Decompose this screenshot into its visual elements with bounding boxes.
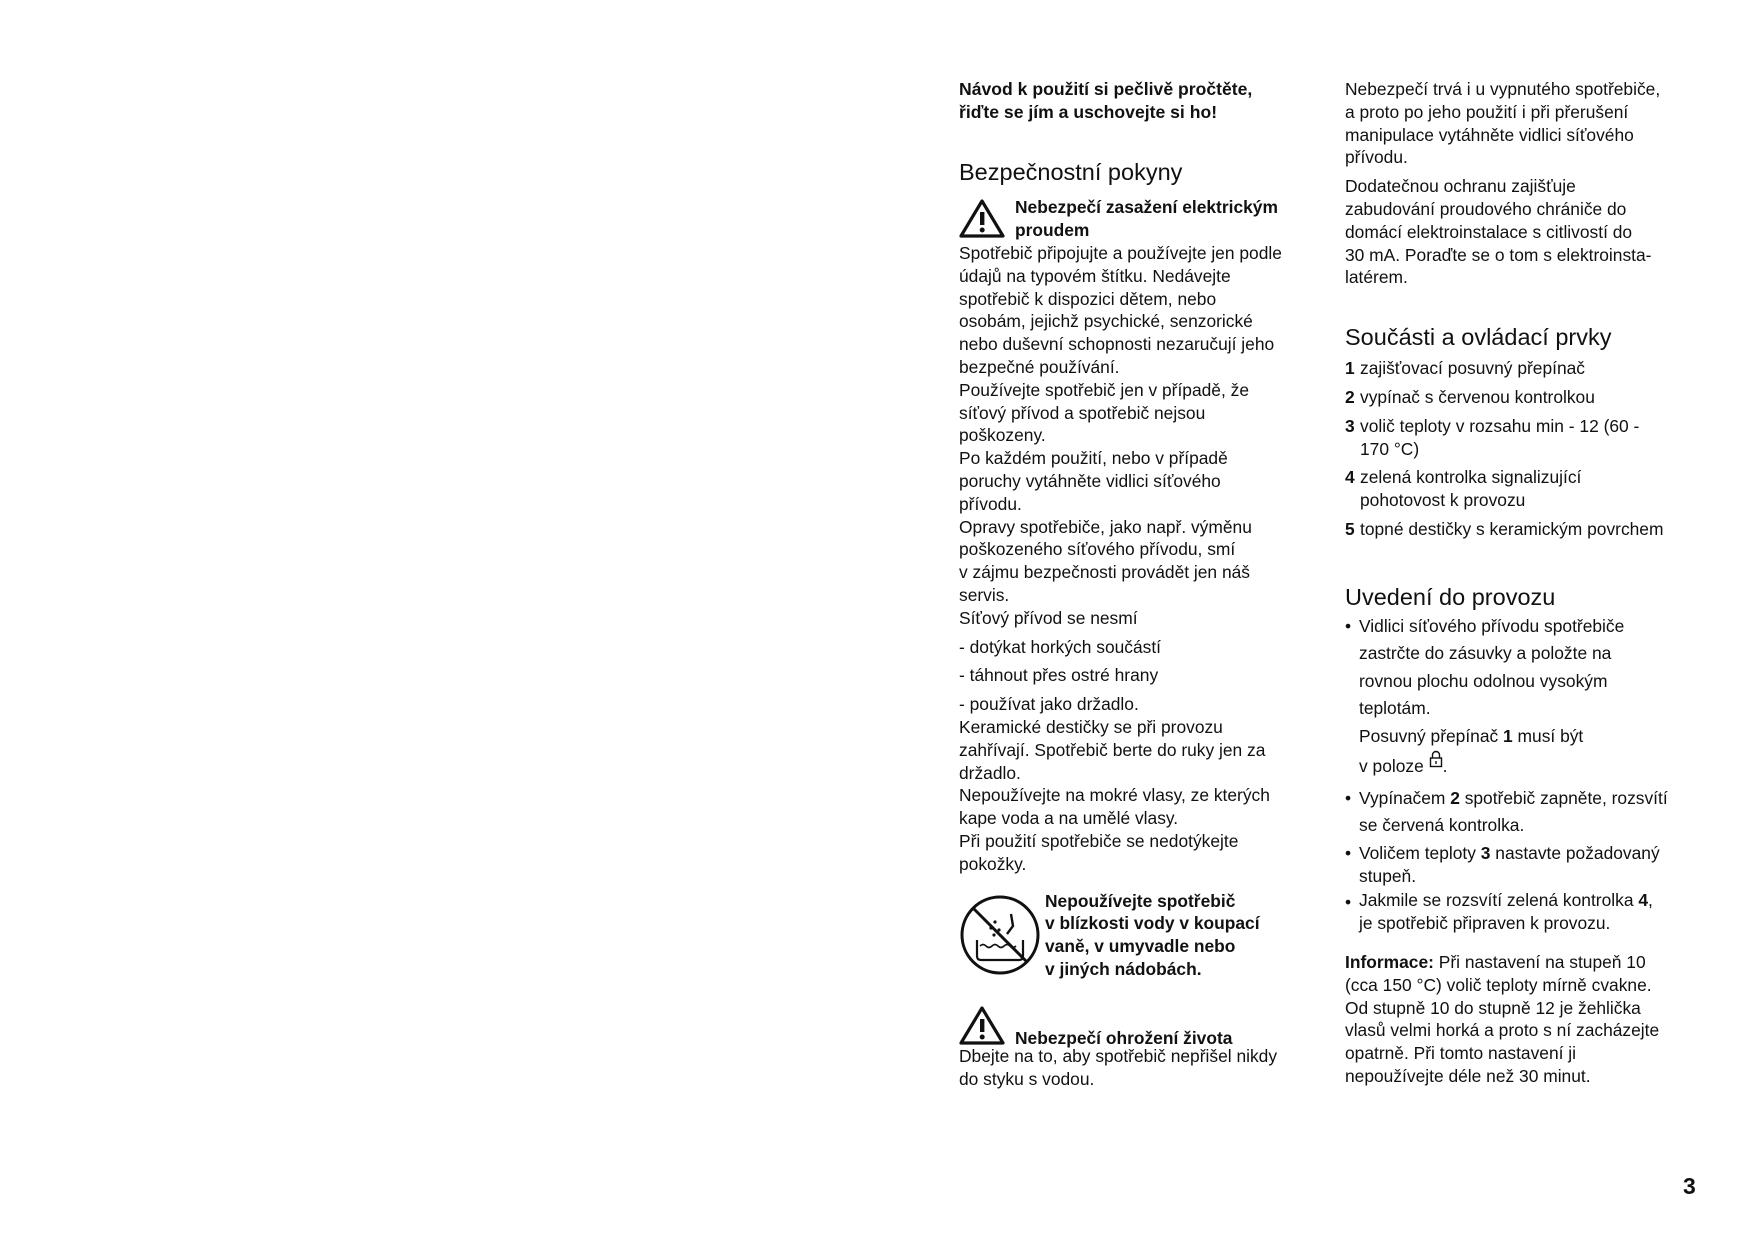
text-line: a proto po jeho použití i při přerušení [1345,101,1629,122]
text-line: poškozeny. [959,425,1046,446]
bullet-dot: • [1345,615,1352,636]
text-line: servis. [959,584,1010,605]
text-line: Po každém použití, nebo v případě [959,448,1228,469]
water-warning-line: v jiných nádobách. [1045,958,1202,979]
safety-body-2 [959,716,1319,876]
part-item [1345,466,1705,512]
page-number: 3 [1683,1173,1696,1199]
dash-list [959,636,1319,716]
bullet-item [1345,613,1705,723]
warning-triangle-icon [959,1005,1005,1045]
dash-item: - používat jako držadlo. [959,694,1139,715]
rcd-paragraph [1345,175,1705,289]
text-line: teplotám. [1359,698,1431,719]
text-line: držadlo. [959,762,1021,783]
text-line: Při použití spotřebiče se nedotýkejte [959,830,1239,851]
text-line: bezpečné používání. [959,356,1120,377]
ref-number: 1 [1503,725,1513,746]
part-item [1345,518,1705,541]
text-fragment: Jakmile se rozsvítí zelená kontrolka [1359,890,1639,911]
info-paragraph [1345,951,1705,1088]
ref-number: 4 [1638,890,1649,911]
part-number: 2 [1345,386,1355,407]
text-fragment: nastavte požadovaný [1490,842,1660,863]
part-label: 170 °C) [1360,438,1420,459]
text-line: vlasů velmi horká a proto s ní zacházejte [1345,1020,1660,1041]
text-fragment: , [1648,890,1653,911]
part-label: topné destičky s keramickým povrchem [1360,518,1664,539]
slider-note-2 [1345,750,1705,781]
parts-list [1345,357,1705,541]
intro-line: řiďte se jím a uschovejte si ho! [959,102,1218,122]
text-line: manipulace vytáhněte vidlici síťového [1345,124,1634,145]
warning-title: Nebezpečí zasažení elektrickým [1015,197,1278,217]
water-warning-line: v blízkosti vody v koupací [1045,913,1260,934]
text-line: Dbejte na to, aby spotřebič nepřišel nikdy [959,1045,1278,1066]
water-warning [959,890,1319,981]
bullet-item [1345,840,1705,888]
text-line: Opravy spotřebiče, jako např. výměnu [959,516,1252,537]
intro-line: Návod k použití si pečlivě pročtěte, [959,79,1253,99]
part-number: 5 [1345,518,1355,539]
text-fragment: Při nastavení na stupeň 10 [1433,951,1646,972]
text-line: Používejte spotřebič jen v případě, že [959,379,1250,400]
text-line: přívodu. [959,493,1022,514]
part-label: volič teploty v rozsahu min - 12 (60 - [1360,415,1640,436]
operation-heading: Uvedení do provozu [1345,583,1556,610]
text-line: domácí elektroinstalace s citlivostí do [1345,221,1633,242]
text-line: 30 mA. Poraďte se o tom s elektroinsta- [1345,244,1652,265]
text-line: Síťový přívod se nesmí [959,607,1138,628]
text-line: kape voda a na umělé vlasy. [959,808,1179,829]
info-label: Informace: [1345,951,1434,972]
text-fragment: v poloze [1359,756,1424,777]
life-warning [959,1011,1319,1051]
dash-item: - dotýkat horkých součástí [959,636,1162,657]
text-line: údajů na typovém štítku. Nedávejte [959,265,1231,286]
part-number: 4 [1345,467,1355,488]
slider-note [1345,723,1705,751]
part-number: 1 [1345,358,1355,379]
operation-list [1345,613,1705,935]
text-line: spotřebič k dispozici dětem, nebo [959,288,1217,309]
safety-body-1 [959,242,1319,630]
text-line: zabudování proudového chrániče do [1345,198,1627,219]
text-line: síťový přívod a spotřebič nejsou [959,402,1206,423]
left-column [959,78,1319,1090]
part-item [1345,386,1705,409]
text-line: přívodu. [1345,147,1408,168]
electric-warning [959,196,1319,242]
text-fragment: Posuvný přepínač [1359,725,1504,746]
danger-persists-paragraph [1345,78,1705,169]
text-line: rovnou plochu odolnou vysokým [1359,670,1608,691]
text-line: latérem. [1345,267,1408,288]
warning-title: proudem [1015,219,1090,240]
text-fragment: Vypínačem [1359,787,1451,808]
ref-number: 3 [1480,842,1491,863]
text-line: poruchy vytáhněte vidlici síťového [959,470,1221,491]
text-line: pokožky. [959,853,1027,874]
text-line: Nebezpečí trvá i u vypnutého spotřebiče, [1345,79,1661,99]
text-line: opatrně. Při tomto nastavení ji [1345,1043,1577,1064]
right-column [1345,78,1705,1088]
bullet-dot: • [1345,787,1352,808]
part-item [1345,357,1705,380]
part-item [1345,415,1705,461]
text-line: je spotřebič připraven k provozu. [1359,913,1611,934]
water-warning-line: Nepoužívejte spotřebič [1045,890,1236,911]
bullet-item [1345,785,1705,840]
text-fragment: Voličem teploty [1359,842,1481,863]
warning-triangle-icon [959,198,1005,238]
text-fragment: spotřebič zapněte, rozsvítí [1459,787,1668,808]
part-label: zajišťovací posuvný přepínač [1360,358,1585,379]
no-water-bath-icon [959,894,1041,976]
parts-heading: Součásti a ovládací prvky [1345,324,1612,351]
text-line: v zájmu bezpečnosti provádět jen náš [959,562,1250,583]
lock-icon [1429,750,1443,768]
safety-body-3 [959,1045,1319,1091]
ref-number: 2 [1450,787,1460,808]
text-fragment: musí být [1512,725,1584,746]
part-number: 3 [1345,415,1355,436]
warning-title: Nebezpečí ohrožení života [1015,1027,1233,1048]
text-line: Spotřebič připojujte a používejte jen podle [959,243,1282,263]
text-line: Keramické destičky se při provozu [959,716,1223,737]
water-warning-line: vaně, v umyvadle nebo [1045,936,1236,957]
text-line: poškozeného síťového přívodu, smí [959,539,1236,560]
text-line: nebo duševní schopnosti nezaručují jeho [959,334,1275,355]
safety-heading: Bezpečnostní pokyny [959,159,1183,185]
text-line: zahřívají. Spotřebič berte do ruky jen za [959,739,1266,760]
part-label: zelená kontrolka signalizující [1360,467,1582,488]
text-line: do styku s vodou. [959,1068,1095,1089]
text-line: osobám, jejichž psychické, senzorické [959,311,1253,332]
bullet-dot: • [1345,892,1352,913]
text-line: nepoužívejte déle než 30 minut. [1345,1065,1591,1086]
part-label: vypínač s červenou kontrolkou [1360,386,1595,407]
bullet-dot: • [1345,842,1352,863]
text-line: Dodatečnou ochranu zajišťuje [1345,176,1576,197]
text-line: se červená kontrolka. [1359,815,1525,836]
part-label: pohotovost k provozu [1360,490,1526,511]
text-line: Od stupně 10 do stupně 12 je žehlička [1345,997,1641,1018]
text-line: (cca 150 °C) volič teploty mírně cvakne. [1345,974,1652,995]
text-line: stupeň. [1359,865,1417,886]
text-line: Vidlici síťového přívodu spotřebiče [1359,615,1625,636]
text-line: zastrčte do zásuvky a položte na [1359,643,1612,664]
text-line: Nepoužívejte na mokré vlasy, ze kterých [959,785,1270,806]
bullet-item [1345,889,1705,935]
text-fragment: . [1442,756,1448,777]
dash-item: - táhnout přes ostré hrany [959,665,1159,686]
